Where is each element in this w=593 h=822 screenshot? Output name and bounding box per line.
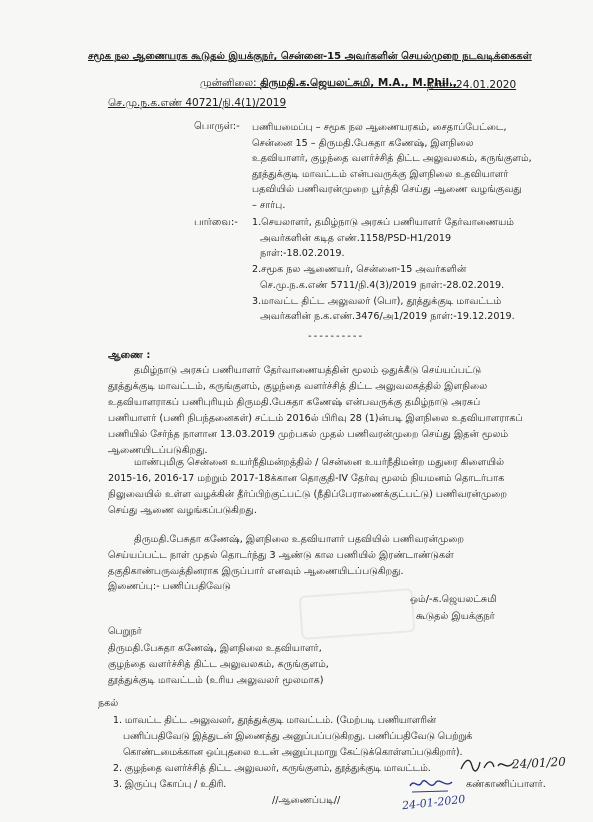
paragraph-line: தூத்துக்குடி மாவட்டம், கருங்குளம், குழந்தை வளர்ச்சித் திட்ட அலுவலகத்தில் இளநிலை [108,381,488,392]
subject-line: சென்னை 15 – திருமதி.பேசுதா கணேஷ், இளநிலை [252,137,474,149]
copy-line: 2. குழந்தை வளர்ச்சித் திட்ட அலுவலர், கருங்குளம், தூத்துக்குடி மாவட்டம். [113,763,431,774]
blue-stamp-date: 24-01-2020 [401,792,466,813]
recipient-line: தூத்துக்குடி மாவட்டம் (உரிய அலுவலர் மூலமாக) [108,675,324,686]
paragraph-line: தகுதிகாண்பருவத்தினராக இருப்பார் எனவும் ஆணையிடப்படுகிறது. [108,566,404,577]
subject-line: பதவியில் பணிவரன்முறை பூர்த்தி செய்து ஆணை வழங்குவது [252,184,522,195]
faint-stamp-mark [299,588,416,640]
reference-line: செ.மு.ந.க.எண் 5711/நி.4(3)/2019 நாள்:-28.02.2019. [260,279,505,291]
document-title: சமூக நல ஆணையரக கூடுதல் இயக்குநர், சென்னை-15 அவர்களின் செயல்முறை நடவடிக்கைகள் [88,51,532,62]
paragraph-line: செய்யப்பட்ட நாள் முதல் தொடர்ந்து 3 ஆண்டு கால பணியில் இரண்டாண்டுகள் [108,550,454,561]
paragraph-line: திருமதி.பேசுதா கணேஷ், இளநிலை உதவியாளர் பதவியில் பணிவரன்முறை [134,534,465,545]
order-paragraph-3 [108,532,568,580]
paragraph-line: ஆணையிடப்படுகிறது. [108,445,208,456]
recipient-label: பெறுநர் [108,626,142,637]
reference-number: செ.மு.ந.க.எண் 40721/நி.4(1)/2019 [108,97,287,109]
presence-name: திருமதி.க.ஜெயலட்சுமி, M.A., M.Phil., [259,77,458,89]
presence-line [200,77,457,90]
reference-line: 1.செயலாளர், தமிழ்நாடு அரசுப் பணியாளர் தேர்வாணையம் [252,217,515,228]
reference-line: 3.மாவட்ட திட்ட அலுவலர் (பொ), தூத்துக்குடி மாவட்டம் [252,295,502,307]
paragraph-line: 2015-16, 2016-17 மற்றும் 2017-18க்கான தொகுதி-IV தேர்வு மூலம் நியமனம் தொடர்பாக [108,473,505,484]
paragraph-line: மாண்புமிகு சென்னை உயர்நீதிமன்றத்தில் / சென்னை உயர்நீதிமன்ற மதுரை கிளையில் [134,457,505,468]
subject-line: – சார்பு. [252,199,286,211]
recipient-line: குழந்தை வளர்ச்சித் திட்ட அலுவலகம், கருங்குளம், [108,659,329,670]
reference-line: அவர்களின் ந.க.எண்.3476/அ1/2019 நாள்:-19.12.2019. [260,311,515,323]
recipient-line: திருமதி.பேசுதா கணேஷ், இளநிலை உதவியாளர், [108,643,322,654]
order-paragraph-1 [108,363,568,459]
copy-line: கொண்டமைக்கான ஒப்புதலை உடன் அனுப்புமாறு கேட்டுக்கொள்ளப்படுகிறார்). [123,747,463,758]
paragraph-line: நிலுவையில் உள்ள வழக்கின் தீர்ப்பிற்குட்பட்டு (நீதிப்பேராணைக்குட்பட்டு) பணிவரன்முறை [108,489,508,500]
references-text [252,215,557,325]
separator: ---------- [308,331,365,342]
copy-label: நகல் [98,698,119,709]
supervisor: கண்காணிப்பாளர். [466,779,546,790]
by-order: //ஆணைப்படி// [272,795,341,806]
subject-line: தூத்துக்குடி மாவட்டம் என்பவருக்கு இளநிலை உதவியாளர் [252,168,509,180]
paragraph-line: பணியாளர் (பணி நிபந்தனைகள்) சட்டம் 2016ல் பிரிவு 28 (1)ன்படி இளநிலை உதவியாளராகப் [108,413,523,424]
presence-label: முன்னிலை: [200,77,257,89]
paragraph-line: உதவியாளராகப் பணிபுரியும் திருமதி.பேசுதா கணேஷ் என்பவருக்கு தமிழ்நாடு அரசுப் [108,397,481,408]
order-label: ஆணை : [108,350,151,361]
enclosure: இணைப்பு:- பணிப்பதிவேடு [108,581,231,592]
references-label: பார்வை:- [194,217,238,228]
document-date: நாள்:-24.01.2020 [427,79,517,91]
copy-line: 1. மாவட்ட திட்ட அலுவலர், தூத்துக்குடி மாவட்டம். (மேற்படி பணியாளரின் [113,715,436,726]
signatory-name: ஒம்/-க.ஜெயலட்சுமி [410,594,497,605]
copy-line: பணிப்பதிவேடு இத்துடன் இணைத்து அனுப்பப்படுகிறது. பணிப்பதிவேடு பெற்றுக் [123,731,473,742]
recipient-address [108,641,488,689]
subject-text [252,120,557,213]
subject-label: பொருள்:- [194,121,240,132]
reference-line: நாள்:-18.02.2019. [260,248,345,260]
paragraph-line: பணியில் சேர்ந்த நாளான 13.03.2019 முற்பகல் முதல் பணிவரன்முறை செய்து இதன் மூலம் [108,429,509,440]
reference-line: அவர்களின் கடித எண்.1158/PSD-H1/2019 [260,232,452,244]
paragraph-line: செய்து ஆணை வழங்கப்படுகிறது. [108,505,257,516]
reference-line: 2.சமூக நல ஆணையர், சென்னை-15 அவர்களின் [252,264,467,276]
copy-line: 3. இருப்பு கோப்பு / உதிரி. [113,779,227,790]
blue-initial-icon [408,776,454,796]
order-paragraph-2 [108,455,568,519]
handwritten-date: 24/01/20 [511,754,567,772]
signatory-designation: கூடுதல் இயக்குநர் [416,611,495,622]
paragraph-line: தமிழ்நாடு அரசுப் பணியாளர் தேர்வாணையத்தின் மூலம் ஒதுக்கீடு செய்யப்பட்டு [134,365,482,376]
subject-line: பணியமைப்பு – சமூக நல ஆணையரகம், சைதாப்பேட்டை, [252,122,507,133]
subject-line: உதவியாளர், குழந்தை வளர்ச்சித் திட்ட அலுவலகம், கருங்குளம், [252,153,532,164]
